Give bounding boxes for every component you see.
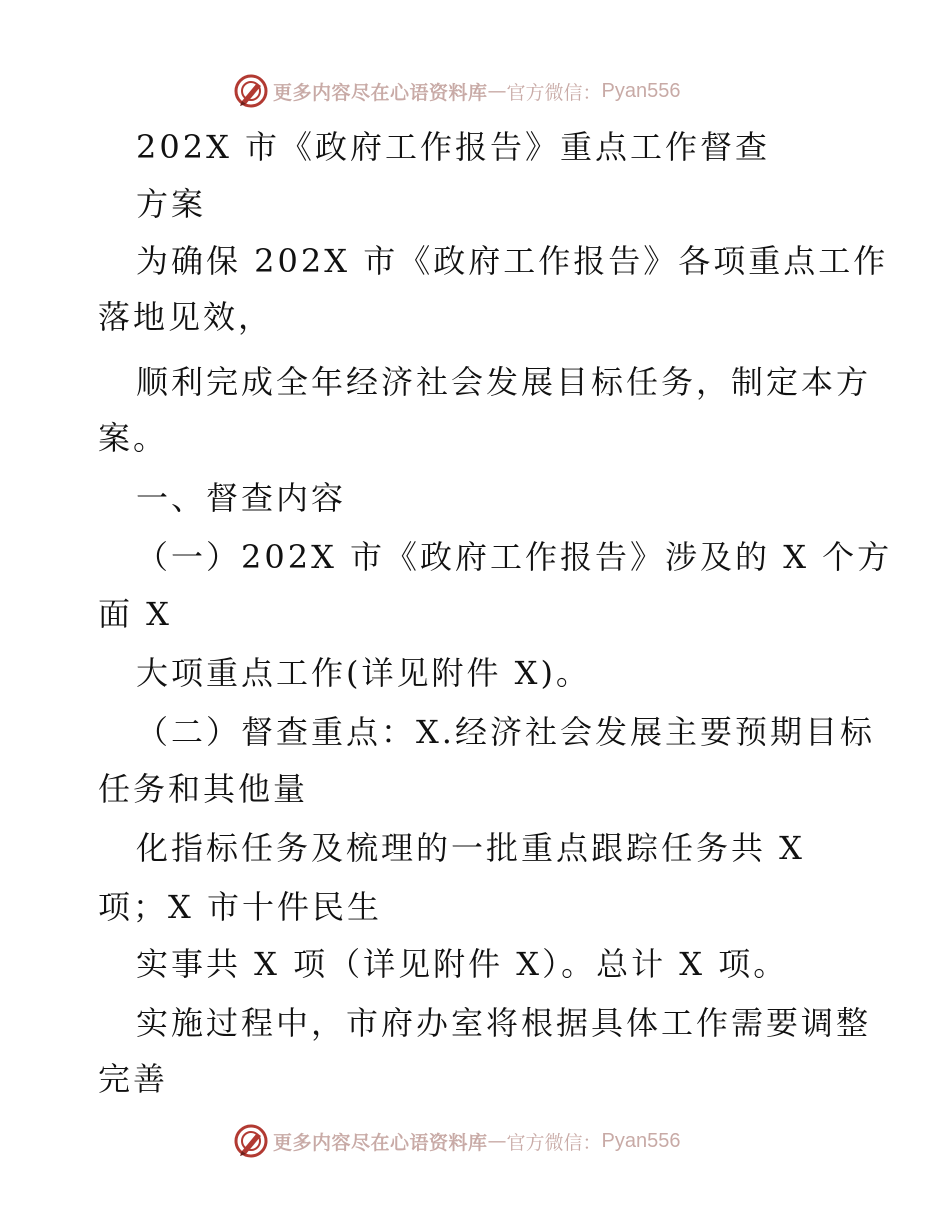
doc-paragraph-line: 项；X 市十件民生 [98,888,382,926]
doc-paragraph-line: 案。 [98,419,169,457]
doc-paragraph-line: 面 X [98,595,172,633]
doc-paragraph-line: 落地见效， [98,298,274,336]
doc-paragraph-line: （二）督查重点：X.经济社会发展主要预期目标 [136,713,875,751]
pen-circle-logo-icon [233,73,269,109]
doc-paragraph-line: 完善 [98,1060,169,1098]
watermark-wechat-id: Pyan556 [601,79,681,102]
doc-title-line-2: 方案 [136,185,207,223]
footer-watermark [233,1121,681,1161]
watermark-wechat-label: 官方微信： [506,81,602,104]
doc-paragraph-line: 为确保 202X 市《政府工作报告》各项重点工作 [136,242,889,280]
watermark-separator: — [487,80,507,102]
doc-paragraph-line: 实施过程中，市府办室将根据具体工作需要调整 [136,1004,872,1042]
doc-paragraph-line: （一）202X 市《政府工作报告》涉及的 X 个方 [136,538,893,576]
watermark-wechat-label: 官方微信： [506,1131,602,1154]
watermark-site-name: 更多内容尽在心语资料库 [273,1131,488,1154]
doc-paragraph-line: 大项重点工作(详见附件 X)。 [136,654,591,692]
doc-paragraph-line: 实事共 X 项（详见附件 X）。总计 X 项。 [136,945,789,983]
pen-circle-logo-icon [233,1123,269,1159]
doc-title-line-1: 202X 市《政府工作报告》重点工作督查 [136,128,771,166]
doc-paragraph-line: 任务和其他量 [98,770,309,808]
watermark-site-name: 更多内容尽在心语资料库 [273,81,488,104]
doc-section-heading: 一、督查内容 [136,479,347,517]
watermark-wechat-id: Pyan556 [601,1129,681,1152]
doc-paragraph-line: 顺利完成全年经济社会发展目标任务，制定本方 [136,363,872,401]
header-watermark [233,71,681,111]
doc-paragraph-line: 化指标任务及梳理的一批重点跟踪任务共 X [136,829,805,867]
watermark-separator: — [487,1130,507,1152]
